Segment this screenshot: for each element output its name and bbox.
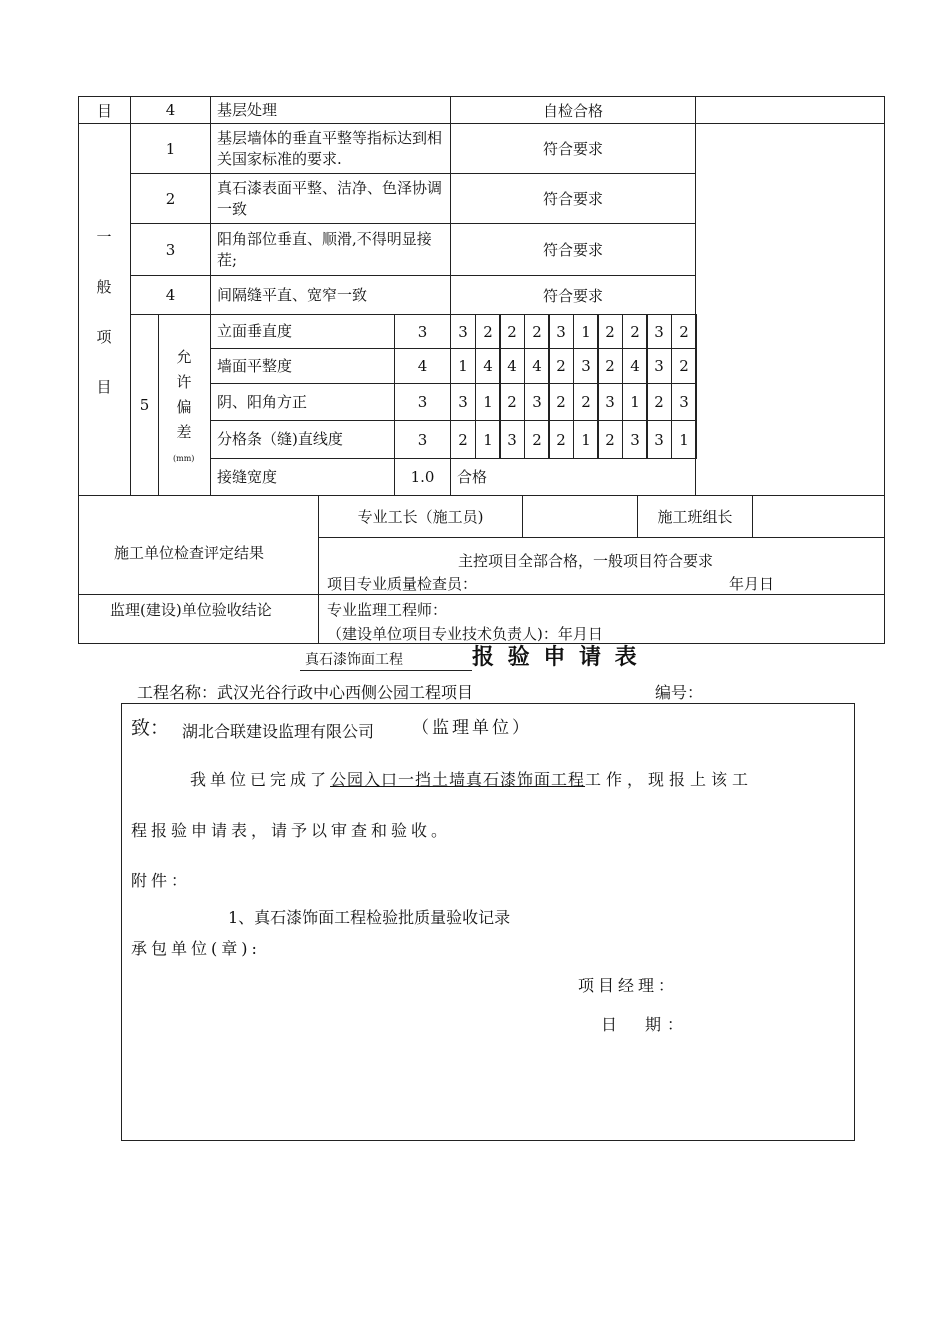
tolerance-label-char: 许: [176, 373, 192, 391]
tolerance-allowed: 3: [394, 383, 451, 421]
tolerance-item: 分格条（缝)直线度: [210, 420, 395, 459]
tolerance-label-char: 偏: [176, 398, 192, 416]
measurement-cell: 2: [524, 314, 550, 349]
measurement-cell: 3: [450, 314, 476, 349]
measurement-cell: 1: [475, 420, 501, 459]
table-row-result: 符合要求: [450, 123, 696, 174]
measurement-cell: 2: [524, 420, 550, 459]
measurement-cell: 2: [475, 314, 501, 349]
project-manager-label: 项目经理：: [578, 976, 679, 995]
table-row-result: 符合要求: [450, 223, 696, 276]
table-row-item: 真石漆表面平整、洁净、色泽协调一致: [210, 173, 451, 224]
row-a-result: 自检合格: [450, 96, 696, 124]
group-char: 目: [96, 378, 112, 396]
measurement-cell: 2: [597, 348, 623, 384]
table-row-result: 符合要求: [450, 173, 696, 224]
measurement-cell: 3: [548, 314, 574, 349]
tolerance-allowed: 4: [394, 348, 451, 384]
measurement-cell: 1: [450, 348, 476, 384]
subtitle-underline: [300, 670, 472, 671]
measurement-cell: 1: [573, 314, 599, 349]
measurement-cell: 4: [499, 348, 525, 384]
owner-representative: （建设单位项目专业技术负责人)：年月日: [327, 625, 603, 643]
row-a-item: 基层处理: [210, 96, 451, 124]
contractor-label: 承包单位(章):: [131, 939, 261, 958]
measurement-cell: 2: [548, 348, 574, 384]
measurement-cell: 2: [573, 383, 599, 421]
attachment-label: 附件：: [131, 871, 192, 890]
remark-column: [695, 123, 885, 496]
seam-width-allow: 1.0: [394, 458, 451, 496]
measurement-cell: 3: [573, 348, 599, 384]
group-char: 项: [96, 328, 112, 346]
measurement-cell: 3: [646, 348, 672, 384]
seam-width-item: 接缝宽度: [210, 458, 395, 496]
to-label: 致：: [131, 717, 170, 739]
measurement-cell: 1: [671, 420, 697, 459]
table-row-number: 4: [130, 275, 211, 315]
table-row-number: 3: [130, 223, 211, 276]
to-company: 湖北合联建设监理有限公司: [182, 722, 375, 741]
to-suffix: （监理单位）: [412, 718, 532, 738]
row-a-label: 目: [78, 96, 131, 124]
group-char: 一: [96, 228, 112, 246]
construction-label: 施工单位检查评定结果: [114, 544, 265, 562]
attachment-item: 1、真石漆饰面工程检验批质量验收记录: [228, 908, 511, 927]
measurement-cell: 3: [524, 383, 550, 421]
construction-conclusion: 主控项目全部合格，一般项目符合要求: [458, 552, 714, 570]
measurement-cell: 2: [646, 383, 672, 421]
measurement-cell: 4: [622, 348, 648, 384]
row-a-remark: [695, 96, 885, 124]
tolerance-allowed: 3: [394, 314, 451, 349]
measurement-cell: 3: [499, 420, 525, 459]
measurement-cell: 2: [450, 420, 476, 459]
table-row-result: 符合要求: [450, 275, 696, 315]
body-suffix: 工作，现报上该工: [585, 770, 754, 789]
team-leader-label: 施工班组长: [637, 495, 753, 538]
measurement-cell: 3: [671, 383, 697, 421]
foreman-label: 专业工长（施工员): [318, 495, 523, 538]
body-prefix: 我单位已完成了: [190, 770, 331, 789]
tolerance-item: 立面垂直度: [210, 314, 395, 349]
body-work-name: 公园入口一挡土墙真石漆饰面工程: [330, 770, 586, 789]
seam-width-result: 合格: [450, 458, 696, 496]
tolerance-item: 阴、阳角方正: [210, 383, 395, 421]
form-title: 报 验 申 请 表: [472, 644, 640, 670]
measurement-cell: 2: [597, 314, 623, 349]
project-name: 工程名称：武汉光谷行政中心西侧公园工程项目: [137, 683, 474, 702]
tolerance-number: 5: [130, 314, 159, 496]
measurement-cell: 2: [499, 383, 525, 421]
form-subtitle: 真石漆饰面工程: [305, 652, 403, 668]
measurement-cell: 2: [548, 383, 574, 421]
measurement-cell: 3: [646, 420, 672, 459]
group-char: 般: [96, 278, 112, 296]
table-row-item: 阳角部位垂直、顺滑,不得明显接茬;: [210, 223, 451, 276]
measurement-cell: 1: [622, 383, 648, 421]
tolerance-allowed: 3: [394, 420, 451, 459]
measurement-cell: 2: [671, 314, 697, 349]
measurement-cell: 2: [671, 348, 697, 384]
request-body-line1: [190, 767, 753, 790]
measurement-cell: 3: [597, 383, 623, 421]
measurement-cell: 2: [622, 314, 648, 349]
team-leader-value: [752, 495, 885, 538]
measurement-cell: 3: [646, 314, 672, 349]
table-row-number: 1: [130, 123, 211, 174]
measurement-cell: 4: [475, 348, 501, 384]
table-row-number: 2: [130, 173, 211, 224]
general-items-group: [78, 123, 131, 496]
measurement-cell: 1: [475, 383, 501, 421]
form-number-label: 编号：: [655, 683, 704, 702]
tolerance-label-char: 差: [176, 423, 192, 441]
construction-date: 年月日: [729, 575, 775, 593]
measurement-cell: 4: [524, 348, 550, 384]
table-row-item: 基层墙体的垂直平整等指标达到相关国家标准的要求.: [210, 123, 451, 174]
measurement-cell: 3: [450, 383, 476, 421]
row-a-number: 4: [130, 96, 211, 124]
tolerance-item: 墙面平整度: [210, 348, 395, 384]
measurement-cell: 1: [573, 420, 599, 459]
supervision-engineer: 专业监理工程师：: [327, 601, 448, 619]
measurement-cell: 2: [499, 314, 525, 349]
measurement-cell: 3: [622, 420, 648, 459]
measurement-cell: 2: [548, 420, 574, 459]
measurement-cell: 2: [597, 420, 623, 459]
tolerance-label-char: 允: [176, 348, 192, 366]
table-row-item: 间隔缝平直、宽窄一致: [210, 275, 451, 315]
quality-inspector-label: 项目专业质量检查员：: [327, 575, 478, 593]
foreman-value: [522, 495, 638, 538]
tolerance-unit: (mm): [173, 454, 195, 463]
supervision-label: 监理(建设)单位验收结论: [110, 601, 272, 619]
request-body-line2: 程报验申请表，请予以审查和验收。: [131, 821, 452, 840]
date-label: 日 期：: [601, 1015, 690, 1034]
